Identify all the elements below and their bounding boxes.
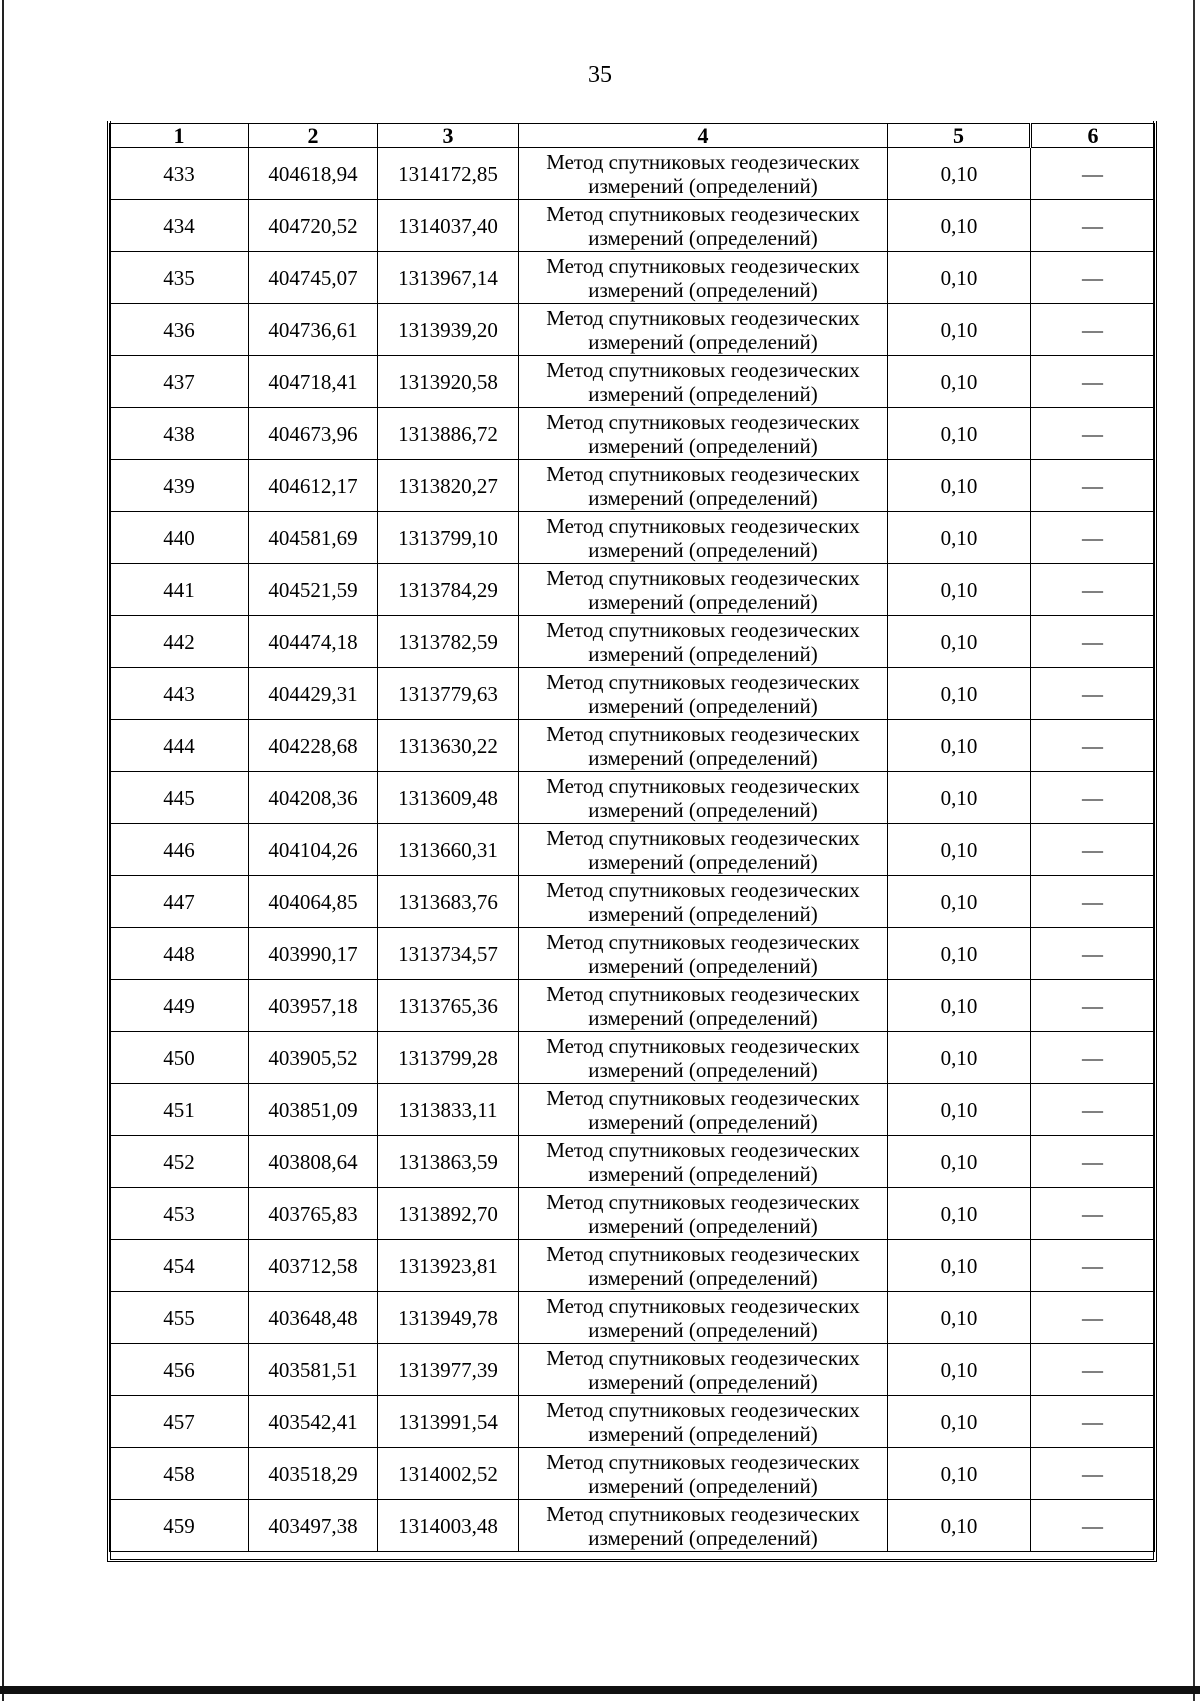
y-coordinate-cell: 1313833,11 bbox=[378, 1084, 519, 1136]
note-cell: — bbox=[1031, 772, 1155, 824]
point-number-cell: 454 bbox=[110, 1240, 249, 1292]
point-number-cell: 450 bbox=[110, 1032, 249, 1084]
method-cell: Метод спутниковых геодезических измерений (определений) bbox=[519, 512, 888, 564]
method-cell: Метод спутниковых геодезических измерений (определений) bbox=[519, 564, 888, 616]
note-cell: — bbox=[1031, 1240, 1155, 1292]
method-cell: Метод спутниковых геодезических измерений (определений) bbox=[519, 1500, 888, 1552]
table-row bbox=[110, 1136, 1155, 1188]
y-coordinate-cell: 1313765,36 bbox=[378, 980, 519, 1032]
header-cell-3: 3 bbox=[378, 124, 519, 148]
point-number-cell: 444 bbox=[110, 720, 249, 772]
x-coordinate-cell: 404429,31 bbox=[249, 668, 378, 720]
y-coordinate-cell: 1313782,59 bbox=[378, 616, 519, 668]
note-cell: — bbox=[1031, 408, 1155, 460]
table-row bbox=[110, 1448, 1155, 1500]
x-coordinate-cell: 403518,29 bbox=[249, 1448, 378, 1500]
accuracy-cell: 0,10 bbox=[888, 928, 1031, 980]
x-coordinate-cell: 404745,07 bbox=[249, 252, 378, 304]
note-cell: — bbox=[1031, 720, 1155, 772]
accuracy-cell: 0,10 bbox=[888, 616, 1031, 668]
x-coordinate-cell: 403581,51 bbox=[249, 1344, 378, 1396]
accuracy-cell: 0,10 bbox=[888, 512, 1031, 564]
note-cell: — bbox=[1031, 1292, 1155, 1344]
method-cell: Метод спутниковых геодезических измерений (определений) bbox=[519, 1136, 888, 1188]
y-coordinate-cell: 1313991,54 bbox=[378, 1396, 519, 1448]
note-cell: — bbox=[1031, 460, 1155, 512]
x-coordinate-cell: 403990,17 bbox=[249, 928, 378, 980]
x-coordinate-cell: 404581,69 bbox=[249, 512, 378, 564]
note-cell: — bbox=[1031, 1032, 1155, 1084]
y-coordinate-cell: 1314002,52 bbox=[378, 1448, 519, 1500]
y-coordinate-cell: 1314037,40 bbox=[378, 200, 519, 252]
page-number: 35 bbox=[588, 62, 612, 88]
method-cell: Метод спутниковых геодезических измерений (определений) bbox=[519, 928, 888, 980]
point-number-cell: 456 bbox=[110, 1344, 249, 1396]
table-row bbox=[110, 408, 1155, 460]
accuracy-cell: 0,10 bbox=[888, 564, 1031, 616]
y-coordinate-cell: 1313784,29 bbox=[378, 564, 519, 616]
note-cell: — bbox=[1031, 668, 1155, 720]
table-row bbox=[110, 772, 1155, 824]
note-cell: — bbox=[1031, 1136, 1155, 1188]
method-cell: Метод спутниковых геодезических измерений (определений) bbox=[519, 772, 888, 824]
accuracy-cell: 0,10 bbox=[888, 1292, 1031, 1344]
x-coordinate-cell: 404208,36 bbox=[249, 772, 378, 824]
y-coordinate-cell: 1313799,10 bbox=[378, 512, 519, 564]
method-cell: Метод спутниковых геодезических измерений (определений) bbox=[519, 876, 888, 928]
method-cell: Метод спутниковых геодезических измерений (определений) bbox=[519, 1032, 888, 1084]
table-row bbox=[110, 1292, 1155, 1344]
point-number-cell: 440 bbox=[110, 512, 249, 564]
note-cell: — bbox=[1031, 824, 1155, 876]
table-row bbox=[110, 980, 1155, 1032]
y-coordinate-cell: 1313892,70 bbox=[378, 1188, 519, 1240]
note-cell: — bbox=[1031, 1448, 1155, 1500]
method-cell: Метод спутниковых геодезических измерений (определений) bbox=[519, 668, 888, 720]
table-header bbox=[110, 124, 1155, 148]
accuracy-cell: 0,10 bbox=[888, 356, 1031, 408]
table-row bbox=[110, 1032, 1155, 1084]
header-cell-5: 5 bbox=[888, 124, 1031, 148]
x-coordinate-cell: 404104,26 bbox=[249, 824, 378, 876]
x-coordinate-cell: 403648,48 bbox=[249, 1292, 378, 1344]
table-row bbox=[110, 668, 1155, 720]
table-row bbox=[110, 928, 1155, 980]
method-cell: Метод спутниковых геодезических измерений (определений) bbox=[519, 1188, 888, 1240]
x-coordinate-cell: 403957,18 bbox=[249, 980, 378, 1032]
point-number-cell: 445 bbox=[110, 772, 249, 824]
accuracy-cell: 0,10 bbox=[888, 1188, 1031, 1240]
point-number-cell: 441 bbox=[110, 564, 249, 616]
method-cell: Метод спутниковых геодезических измерений (определений) bbox=[519, 148, 888, 200]
table-row bbox=[110, 460, 1155, 512]
y-coordinate-cell: 1313630,22 bbox=[378, 720, 519, 772]
y-coordinate-cell: 1313799,28 bbox=[378, 1032, 519, 1084]
accuracy-cell: 0,10 bbox=[888, 1240, 1031, 1292]
table-row bbox=[110, 616, 1155, 668]
x-coordinate-cell: 403808,64 bbox=[249, 1136, 378, 1188]
accuracy-cell: 0,10 bbox=[888, 876, 1031, 928]
x-coordinate-cell: 404720,52 bbox=[249, 200, 378, 252]
x-coordinate-cell: 403542,41 bbox=[249, 1396, 378, 1448]
scan-bottom-border bbox=[0, 1686, 1200, 1694]
note-cell: — bbox=[1031, 876, 1155, 928]
point-number-cell: 442 bbox=[110, 616, 249, 668]
method-cell: Метод спутниковых геодезических измерений (определений) bbox=[519, 460, 888, 512]
point-number-cell: 448 bbox=[110, 928, 249, 980]
method-cell: Метод спутниковых геодезических измерений (определений) bbox=[519, 1344, 888, 1396]
scan-left-border bbox=[2, 0, 4, 1701]
note-cell: — bbox=[1031, 1084, 1155, 1136]
y-coordinate-cell: 1314172,85 bbox=[378, 148, 519, 200]
y-coordinate-cell: 1313863,59 bbox=[378, 1136, 519, 1188]
method-cell: Метод спутниковых геодезических измерений (определений) bbox=[519, 252, 888, 304]
table-row bbox=[110, 876, 1155, 928]
x-coordinate-cell: 404736,61 bbox=[249, 304, 378, 356]
point-number-cell: 458 bbox=[110, 1448, 249, 1500]
note-cell: — bbox=[1031, 1500, 1155, 1552]
point-number-cell: 446 bbox=[110, 824, 249, 876]
point-number-cell: 433 bbox=[110, 148, 249, 200]
table-row bbox=[110, 1344, 1155, 1396]
accuracy-cell: 0,10 bbox=[888, 1448, 1031, 1500]
x-coordinate-cell: 404718,41 bbox=[249, 356, 378, 408]
method-cell: Метод спутниковых геодезических измерений (определений) bbox=[519, 824, 888, 876]
x-coordinate-cell: 403905,52 bbox=[249, 1032, 378, 1084]
method-cell: Метод спутниковых геодезических измерений (определений) bbox=[519, 1448, 888, 1500]
y-coordinate-cell: 1313977,39 bbox=[378, 1344, 519, 1396]
table-row bbox=[110, 1240, 1155, 1292]
accuracy-cell: 0,10 bbox=[888, 1344, 1031, 1396]
accuracy-cell: 0,10 bbox=[888, 1500, 1031, 1552]
y-coordinate-cell: 1313820,27 bbox=[378, 460, 519, 512]
method-cell: Метод спутниковых геодезических измерений (определений) bbox=[519, 1240, 888, 1292]
x-coordinate-cell: 403851,09 bbox=[249, 1084, 378, 1136]
method-cell: Метод спутниковых геодезических измерений (определений) bbox=[519, 1084, 888, 1136]
point-number-cell: 436 bbox=[110, 304, 249, 356]
accuracy-cell: 0,10 bbox=[888, 824, 1031, 876]
y-coordinate-cell: 1313779,63 bbox=[378, 668, 519, 720]
point-number-cell: 453 bbox=[110, 1188, 249, 1240]
point-number-cell: 451 bbox=[110, 1084, 249, 1136]
note-cell: — bbox=[1031, 148, 1155, 200]
x-coordinate-cell: 404474,18 bbox=[249, 616, 378, 668]
y-coordinate-cell: 1313886,72 bbox=[378, 408, 519, 460]
note-cell: — bbox=[1031, 356, 1155, 408]
coordinates-table bbox=[109, 123, 1155, 1552]
x-coordinate-cell: 404618,94 bbox=[249, 148, 378, 200]
accuracy-cell: 0,10 bbox=[888, 460, 1031, 512]
table-body bbox=[110, 148, 1155, 1552]
method-cell: Метод спутниковых геодезических измерений (определений) bbox=[519, 1396, 888, 1448]
x-coordinate-cell: 403497,38 bbox=[249, 1500, 378, 1552]
table-row bbox=[110, 512, 1155, 564]
header-cell-6: 6 bbox=[1031, 124, 1155, 148]
y-coordinate-cell: 1313920,58 bbox=[378, 356, 519, 408]
accuracy-cell: 0,10 bbox=[888, 304, 1031, 356]
accuracy-cell: 0,10 bbox=[888, 1136, 1031, 1188]
point-number-cell: 455 bbox=[110, 1292, 249, 1344]
header-cell-4: 4 bbox=[519, 124, 888, 148]
accuracy-cell: 0,10 bbox=[888, 772, 1031, 824]
table-row bbox=[110, 252, 1155, 304]
point-number-cell: 452 bbox=[110, 1136, 249, 1188]
y-coordinate-cell: 1313734,57 bbox=[378, 928, 519, 980]
accuracy-cell: 0,10 bbox=[888, 980, 1031, 1032]
y-coordinate-cell: 1313939,20 bbox=[378, 304, 519, 356]
scan-right-border bbox=[1193, 0, 1195, 1701]
x-coordinate-cell: 404612,17 bbox=[249, 460, 378, 512]
accuracy-cell: 0,10 bbox=[888, 668, 1031, 720]
method-cell: Метод спутниковых геодезических измерений (определений) bbox=[519, 720, 888, 772]
table-row bbox=[110, 200, 1155, 252]
header-row bbox=[110, 124, 1155, 148]
table-row bbox=[110, 824, 1155, 876]
x-coordinate-cell: 404521,59 bbox=[249, 564, 378, 616]
method-cell: Метод спутниковых геодезических измерений (определений) bbox=[519, 980, 888, 1032]
point-number-cell: 443 bbox=[110, 668, 249, 720]
accuracy-cell: 0,10 bbox=[888, 408, 1031, 460]
method-cell: Метод спутниковых геодезических измерений (определений) bbox=[519, 200, 888, 252]
table-row bbox=[110, 148, 1155, 200]
y-coordinate-cell: 1313609,48 bbox=[378, 772, 519, 824]
note-cell: — bbox=[1031, 304, 1155, 356]
note-cell: — bbox=[1031, 616, 1155, 668]
x-coordinate-cell: 404064,85 bbox=[249, 876, 378, 928]
x-coordinate-cell: 403712,58 bbox=[249, 1240, 378, 1292]
method-cell: Метод спутниковых геодезических измерений (определений) bbox=[519, 408, 888, 460]
point-number-cell: 437 bbox=[110, 356, 249, 408]
accuracy-cell: 0,10 bbox=[888, 200, 1031, 252]
x-coordinate-cell: 404673,96 bbox=[249, 408, 378, 460]
table-row bbox=[110, 1084, 1155, 1136]
accuracy-cell: 0,10 bbox=[888, 148, 1031, 200]
accuracy-cell: 0,10 bbox=[888, 252, 1031, 304]
table-row bbox=[110, 564, 1155, 616]
y-coordinate-cell: 1314003,48 bbox=[378, 1500, 519, 1552]
accuracy-cell: 0,10 bbox=[888, 720, 1031, 772]
method-cell: Метод спутниковых геодезических измерений (определений) bbox=[519, 1292, 888, 1344]
y-coordinate-cell: 1313683,76 bbox=[378, 876, 519, 928]
point-number-cell: 449 bbox=[110, 980, 249, 1032]
header-cell-1: 1 bbox=[110, 124, 249, 148]
point-number-cell: 447 bbox=[110, 876, 249, 928]
accuracy-cell: 0,10 bbox=[888, 1396, 1031, 1448]
table-row bbox=[110, 304, 1155, 356]
x-coordinate-cell: 403765,83 bbox=[249, 1188, 378, 1240]
note-cell: — bbox=[1031, 928, 1155, 980]
note-cell: — bbox=[1031, 1188, 1155, 1240]
y-coordinate-cell: 1313949,78 bbox=[378, 1292, 519, 1344]
note-cell: — bbox=[1031, 512, 1155, 564]
point-number-cell: 459 bbox=[110, 1500, 249, 1552]
x-coordinate-cell: 404228,68 bbox=[249, 720, 378, 772]
accuracy-cell: 0,10 bbox=[888, 1084, 1031, 1136]
note-cell: — bbox=[1031, 1344, 1155, 1396]
header-cell-2: 2 bbox=[249, 124, 378, 148]
y-coordinate-cell: 1313967,14 bbox=[378, 252, 519, 304]
table-row bbox=[110, 1396, 1155, 1448]
note-cell: — bbox=[1031, 252, 1155, 304]
accuracy-cell: 0,10 bbox=[888, 1032, 1031, 1084]
table-row bbox=[110, 356, 1155, 408]
method-cell: Метод спутниковых геодезических измерений (определений) bbox=[519, 616, 888, 668]
point-number-cell: 438 bbox=[110, 408, 249, 460]
table-row bbox=[110, 1188, 1155, 1240]
note-cell: — bbox=[1031, 200, 1155, 252]
point-number-cell: 435 bbox=[110, 252, 249, 304]
method-cell: Метод спутниковых геодезических измерений (определений) bbox=[519, 304, 888, 356]
note-cell: — bbox=[1031, 1396, 1155, 1448]
y-coordinate-cell: 1313923,81 bbox=[378, 1240, 519, 1292]
table-row bbox=[110, 1500, 1155, 1552]
y-coordinate-cell: 1313660,31 bbox=[378, 824, 519, 876]
point-number-cell: 439 bbox=[110, 460, 249, 512]
point-number-cell: 457 bbox=[110, 1396, 249, 1448]
method-cell: Метод спутниковых геодезических измерений (определений) bbox=[519, 356, 888, 408]
point-number-cell: 434 bbox=[110, 200, 249, 252]
table-row bbox=[110, 720, 1155, 772]
note-cell: — bbox=[1031, 564, 1155, 616]
note-cell: — bbox=[1031, 980, 1155, 1032]
